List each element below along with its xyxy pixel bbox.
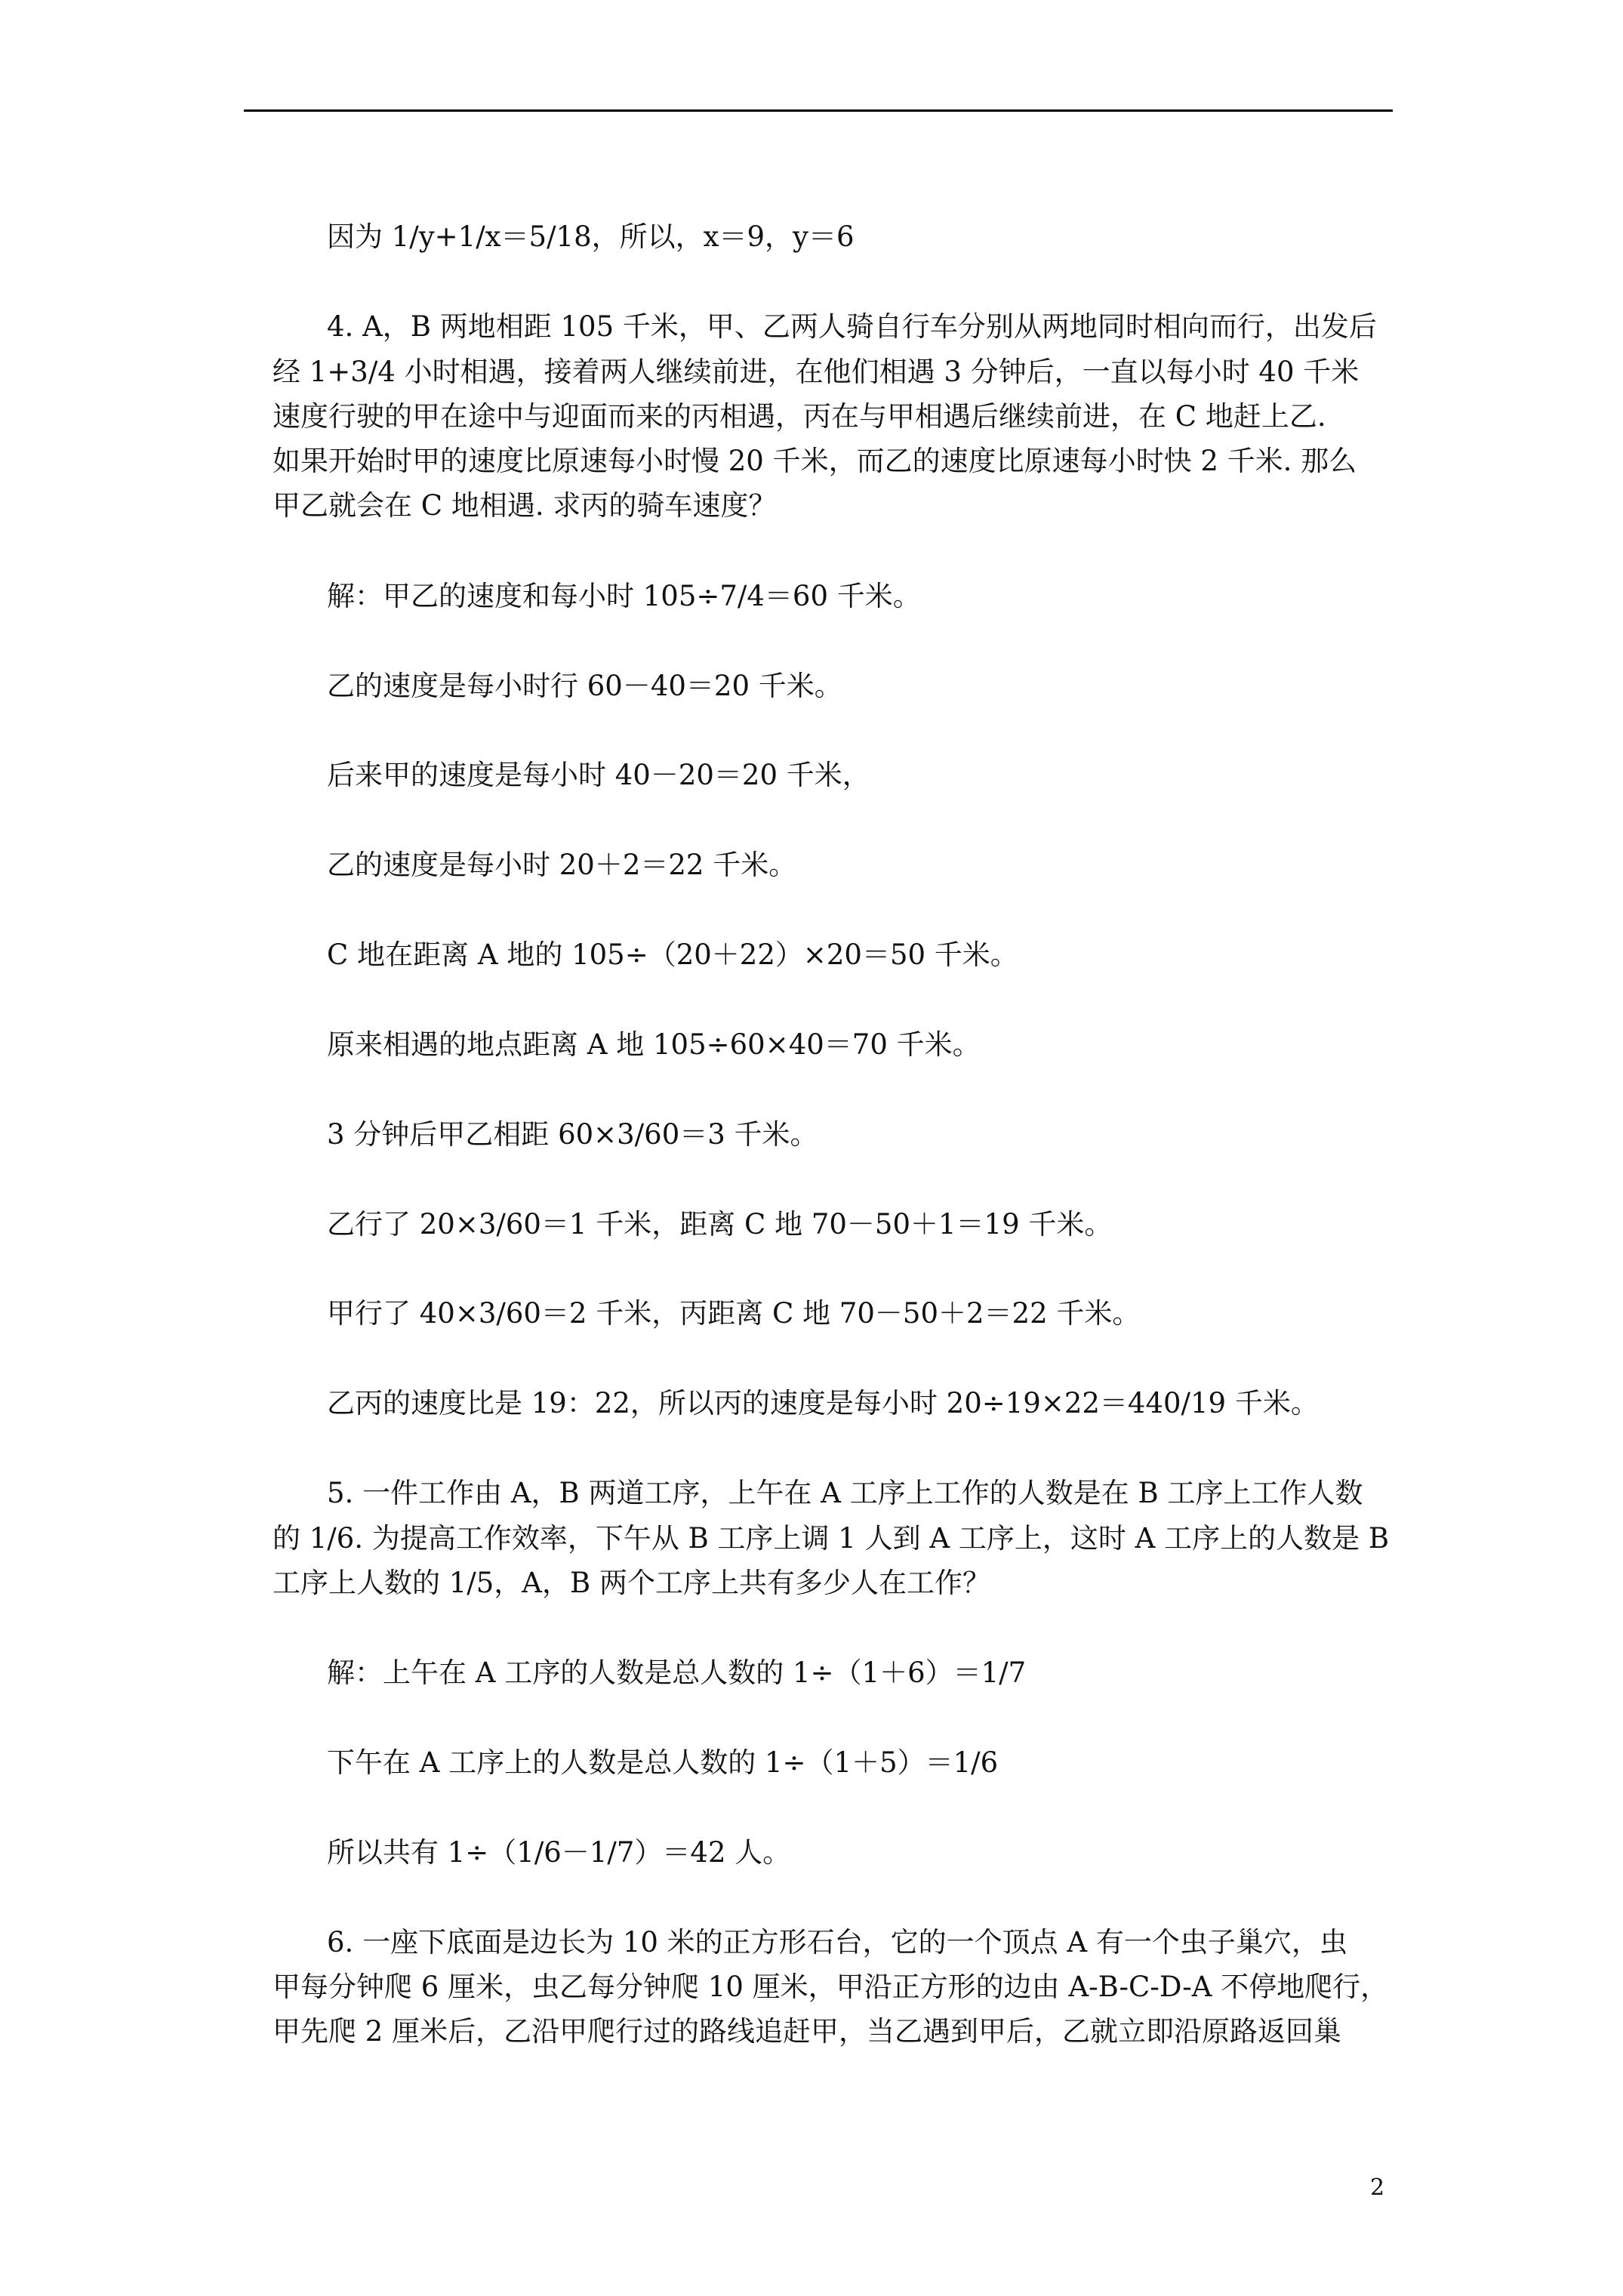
solution-line: 所以共有 1÷（1/6－1/7）＝42 人。	[327, 1836, 791, 1869]
page-number: 2	[1370, 2174, 1385, 2201]
solution-line: 甲行了 40×3/60＝2 千米，丙距离 C 地 70－50＋2＝22 千米。	[327, 1297, 1141, 1330]
solution-line: 原来相遇的地点距离 A 地 105÷60×40＝70 千米。	[327, 1028, 981, 1061]
problem-4-line-5: 甲乙就会在 C 地相遇. 求丙的骑车速度？	[273, 489, 777, 522]
problem-4-line-3: 速度行驶的甲在途中与迎面而来的丙相遇，丙在与甲相遇后继续前进，在 C 地赶上乙.	[273, 400, 1326, 433]
header-rule	[244, 109, 1393, 112]
problem-5-line-3: 工序上人数的 1/5，A，B 两个工序上共有多少人在工作？	[273, 1567, 990, 1599]
problem-6-line-2: 甲每分钟爬 6 厘米，虫乙每分钟爬 10 厘米，甲沿正方形的边由 A-B-C-D-A 不停地爬行，	[273, 1971, 1389, 2003]
problem-5-line-1: 5. 一件工作由 A，B 两道工序，上午在 A 工序上工作的人数是在 B 工序上工作人数	[327, 1477, 1363, 1509]
solution-line: C 地在距离 A 地的 105÷（20＋22）×20＝50 千米。	[327, 938, 1018, 971]
solution-line: 下午在 A 工序上的人数是总人数的 1÷（1＋5）＝1/6	[327, 1746, 999, 1779]
problem-5-line-2: 的 1/6. 为提高工作效率，下午从 B 工序上调 1 人到 A 工序上，这时 A 工序上的人数是 B	[273, 1522, 1390, 1555]
solution-line: 解：上午在 A 工序的人数是总人数的 1÷（1＋6）＝1/7	[327, 1657, 1027, 1689]
solution-line: 因为 1/y+1/x＝5/18，所以，x＝9，y＝6	[327, 220, 855, 253]
solution-line: 后来甲的速度是每小时 40－20＝20 千米，	[327, 759, 870, 791]
solution-line: 乙行了 20×3/60＝1 千米，距离 C 地 70－50＋1＝19 千米。	[327, 1208, 1113, 1240]
problem-6-line-1: 6. 一座下底面是边长为 10 米的正方形石台，它的一个顶点 A 有一个虫子巢穴，虫	[327, 1926, 1347, 1959]
solution-line: 乙丙的速度比是 19：22，所以丙的速度是每小时 20÷19×22＝440/19 千米。	[327, 1387, 1319, 1419]
solution-line: 乙的速度是每小时行 60－40＝20 千米。	[327, 670, 842, 702]
solution-line: 3 分钟后甲乙相距 60×3/60＝3 千米。	[327, 1118, 818, 1151]
problem-4-line-2: 经 1+3/4 小时相遇，接着两人继续前进，在他们相遇 3 分钟后，一直以每小时 40 千米	[273, 356, 1360, 388]
solution-line: 乙的速度是每小时 20＋2＝22 千米。	[327, 849, 797, 881]
solution-line: 解：甲乙的速度和每小时 105÷7/4＝60 千米。	[327, 580, 921, 612]
problem-6-line-3: 甲先爬 2 厘米后，乙沿甲爬行过的路线追赶甲，当乙遇到甲后，乙就立即沿原路返回巢	[273, 2015, 1342, 2048]
problem-4-line-4: 如果开始时甲的速度比原速每小时慢 20 千米，而乙的速度比原速每小时快 2 千米. 那么	[273, 445, 1357, 477]
problem-4-line-1: 4. A，B 两地相距 105 千米，甲、乙两人骑自行车分别从两地同时相向而行，出发后	[327, 310, 1377, 343]
